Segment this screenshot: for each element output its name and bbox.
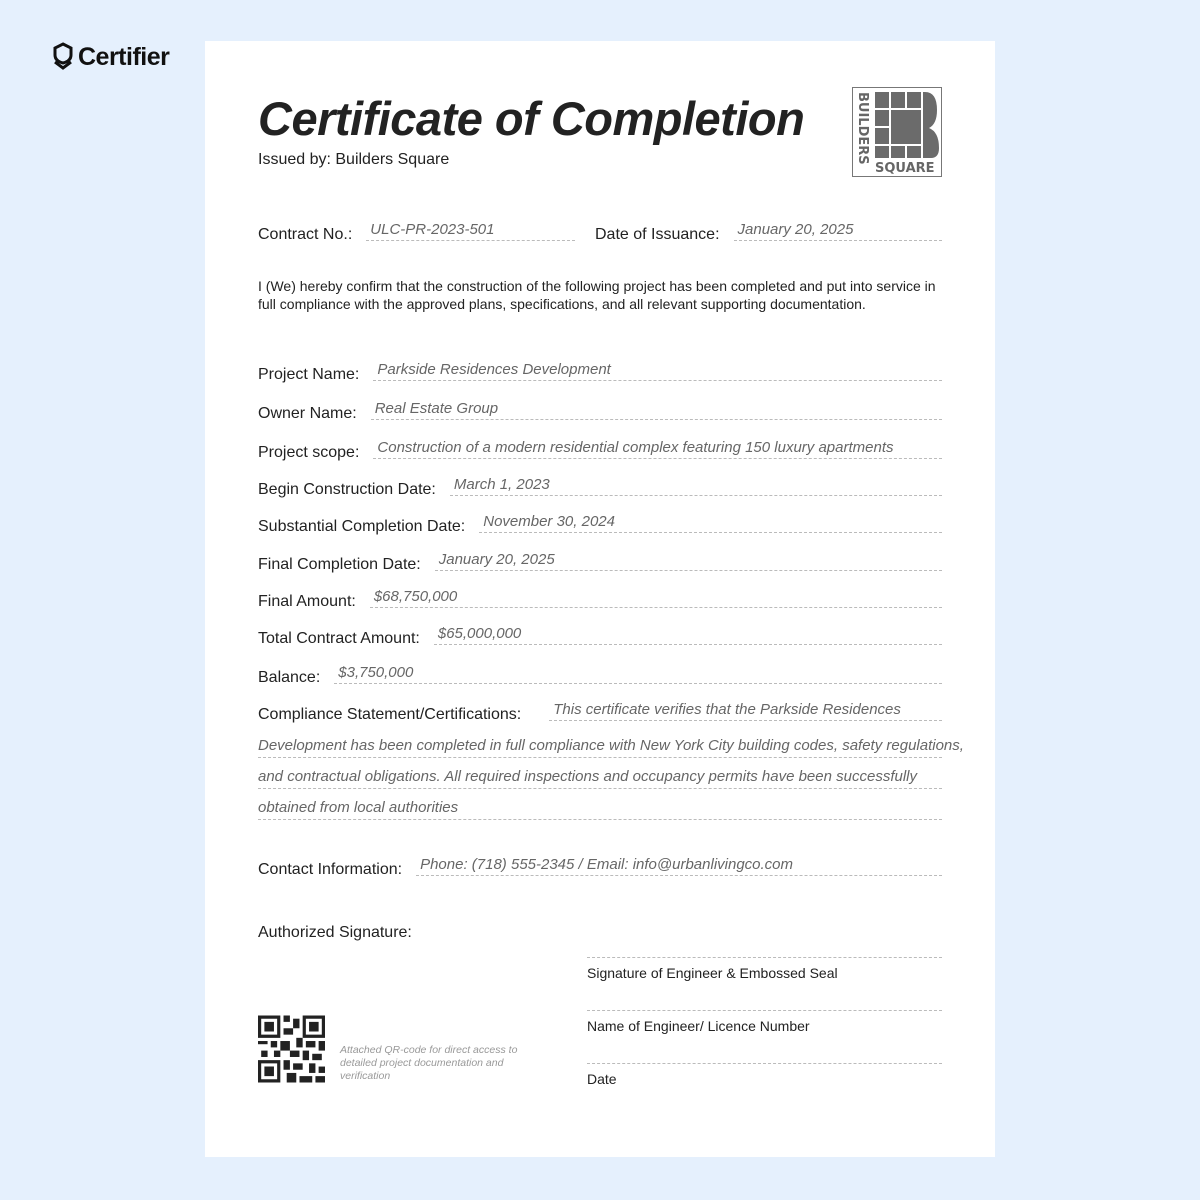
contract-label: Contract No.: bbox=[258, 226, 353, 243]
field-label: Substantial Completion Date: bbox=[258, 518, 466, 535]
contact-value[interactable]: Phone: (718) 555-2345 / Email: info@urbanlivingco.com bbox=[416, 856, 942, 876]
brand-name: Certifier bbox=[78, 42, 170, 71]
field-value[interactable]: November 30, 2024 bbox=[479, 513, 942, 533]
final-completion-field bbox=[258, 551, 942, 575]
field-label: Final Amount: bbox=[258, 593, 356, 610]
field-label: Owner Name: bbox=[258, 405, 357, 422]
engineer-name-line[interactable]: Name of Engineer/ Licence Number bbox=[587, 1010, 942, 1034]
issuance-date-field bbox=[595, 221, 942, 245]
field-value[interactable]: March 1, 2023 bbox=[450, 476, 942, 496]
field-value[interactable]: January 20, 2025 bbox=[435, 551, 942, 571]
compliance-line[interactable]: Development has been completed in full compliance with New York City building codes, safety regulations, bbox=[258, 737, 942, 758]
field-value[interactable]: $3,750,000 bbox=[334, 664, 942, 684]
compliance-line[interactable]: obtained from local authorities bbox=[258, 799, 942, 820]
qr-note: Attached QR-code for direct access to detailed project documentation and verification bbox=[340, 1044, 518, 1082]
field-label: Project scope: bbox=[258, 444, 360, 461]
field-value[interactable]: $68,750,000 bbox=[370, 588, 942, 608]
certifier-brand bbox=[52, 42, 169, 72]
project-name-field bbox=[258, 361, 942, 385]
compliance-field bbox=[258, 701, 942, 725]
issuance-value[interactable]: January 20, 2025 bbox=[734, 221, 942, 241]
field-label: Total Contract Amount: bbox=[258, 630, 420, 647]
field-value[interactable]: Construction of a modern residential complex featuring 150 luxury apartments bbox=[373, 439, 942, 459]
field-label: Begin Construction Date: bbox=[258, 481, 436, 498]
contact-label: Contact Information: bbox=[258, 861, 403, 878]
signature-heading: Authorized Signature: bbox=[258, 924, 412, 941]
compliance-line[interactable]: and contractual obligations. All required inspections and occupancy permits have been successfully bbox=[258, 768, 942, 789]
total-contract-field bbox=[258, 625, 942, 649]
project-scope-field bbox=[258, 439, 942, 463]
contact-field bbox=[258, 856, 942, 880]
intro-statement: I (We) hereby confirm that the construction of the following project has been completed and put into service in full compliance with the approved plans, specifications, and all relevant supporting documentation. bbox=[258, 278, 936, 312]
certificate-title: Certificate of Completion bbox=[258, 92, 805, 145]
issuance-label: Date of Issuance: bbox=[595, 226, 720, 243]
substantial-completion-field bbox=[258, 513, 942, 537]
qr-code-icon[interactable] bbox=[258, 1015, 325, 1083]
balance-field bbox=[258, 664, 942, 688]
builders-square-logo bbox=[852, 87, 942, 177]
issued-by: Issued by: Builders Square bbox=[258, 151, 450, 168]
contract-number-field bbox=[258, 221, 575, 245]
begin-date-field bbox=[258, 476, 942, 500]
contract-value[interactable]: ULC-PR-2023-501 bbox=[366, 221, 575, 241]
field-label: Project Name: bbox=[258, 366, 360, 383]
svg-text:BUILDERS: BUILDERS bbox=[855, 92, 870, 165]
field-value[interactable]: Parkside Residences Development bbox=[373, 361, 942, 381]
certifier-logo-icon bbox=[52, 42, 74, 72]
date-line[interactable]: Date bbox=[587, 1063, 942, 1087]
compliance-label: Compliance Statement/Certifications: bbox=[258, 706, 522, 723]
owner-name-field bbox=[258, 400, 942, 424]
svg-text:SQUARE: SQUARE bbox=[875, 161, 935, 176]
field-label: Final Completion Date: bbox=[258, 556, 421, 573]
certificate-document bbox=[205, 41, 995, 1157]
signature-line[interactable]: Signature of Engineer & Embossed Seal bbox=[587, 957, 942, 981]
field-label: Balance: bbox=[258, 669, 321, 686]
compliance-line[interactable]: This certificate verifies that the Parkside Residences bbox=[549, 701, 942, 721]
final-amount-field bbox=[258, 588, 942, 612]
field-value[interactable]: Real Estate Group bbox=[371, 400, 942, 420]
field-value[interactable]: $65,000,000 bbox=[434, 625, 942, 645]
